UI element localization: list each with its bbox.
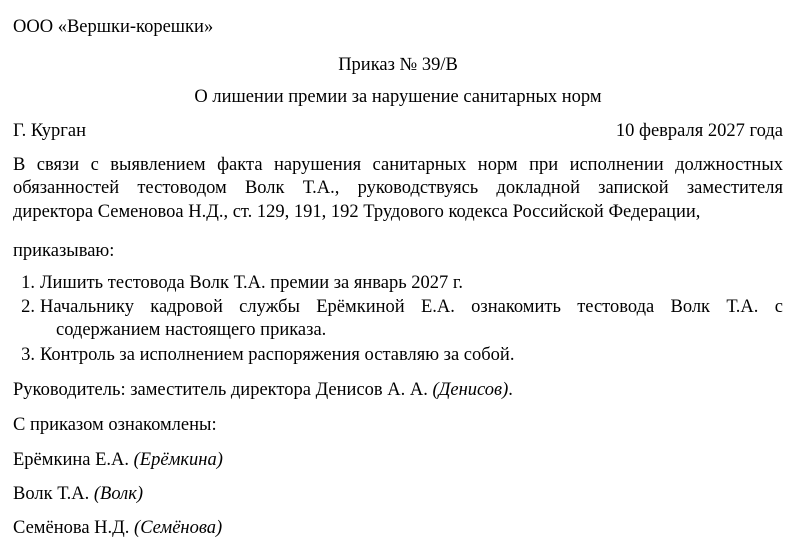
acquainted-signature: (Ерёмкина) [133, 450, 223, 470]
order-date: 10 февраля 2027 года [615, 121, 783, 141]
list-item-number: 1. [21, 273, 35, 293]
acquainted-row [13, 517, 222, 539]
head-signature: (Денисов) [432, 380, 509, 400]
preamble-line-3: директора Семеновоа Н.Д., ст. 129, 191, 192 Трудового кодекса Российской Федерации, [13, 202, 701, 222]
acquainted-signature: (Волк) [93, 484, 144, 504]
list-item [13, 296, 783, 342]
list-item-line-1: 2. Начальнику кадровой службы Ерёмкиной Е.А. ознакомить тестовода Волк Т.А. с [13, 296, 783, 319]
city-date-row [13, 120, 783, 142]
acquainted-name: Волк Т.А. [13, 484, 90, 504]
acquainted-row [13, 483, 143, 505]
order-subject: О лишении премии за нарушение санитарных норм [194, 87, 602, 107]
acquainted-signature: (Семёнова) [134, 518, 223, 538]
preamble-line-1: В связи с выявлением факта нарушения санитарных норм при исполнении должностных [13, 155, 783, 175]
preamble-line-2: обязанностей тестоводом Волк Т.А., руководствуясь докладной запиской заместителя [13, 178, 783, 198]
acquainted-label: С приказом ознакомлены: [13, 415, 217, 435]
acquainted-name: Ерёмкина Е.А. [13, 450, 130, 470]
city: Г. Курган [13, 121, 87, 141]
list-item-text: Лишить тестовода Волк Т.А. премии за январь 2027 г. [40, 273, 464, 293]
order-word: приказываю: [13, 241, 115, 261]
organization-name: ООО «Вершки-корешки» [13, 17, 214, 37]
acquainted-row [13, 449, 223, 471]
order-title: Приказ № 39/В [338, 55, 458, 75]
head-label: Руководитель: заместитель директора Денисов А. А. [13, 380, 428, 400]
list-item [13, 344, 514, 366]
head-trail: . [508, 380, 513, 400]
acquainted-name: Семёнова Н.Д. [13, 518, 130, 538]
list-item [13, 272, 463, 294]
list-item-number: 2. [21, 297, 35, 317]
list-item-text: Контроль за исполнением распоряжения оставляю за собой. [40, 345, 515, 365]
list-item-line-2: содержанием настоящего приказа. [56, 320, 327, 340]
head-signature-row [13, 379, 513, 401]
list-item-number: 3. [21, 345, 35, 365]
